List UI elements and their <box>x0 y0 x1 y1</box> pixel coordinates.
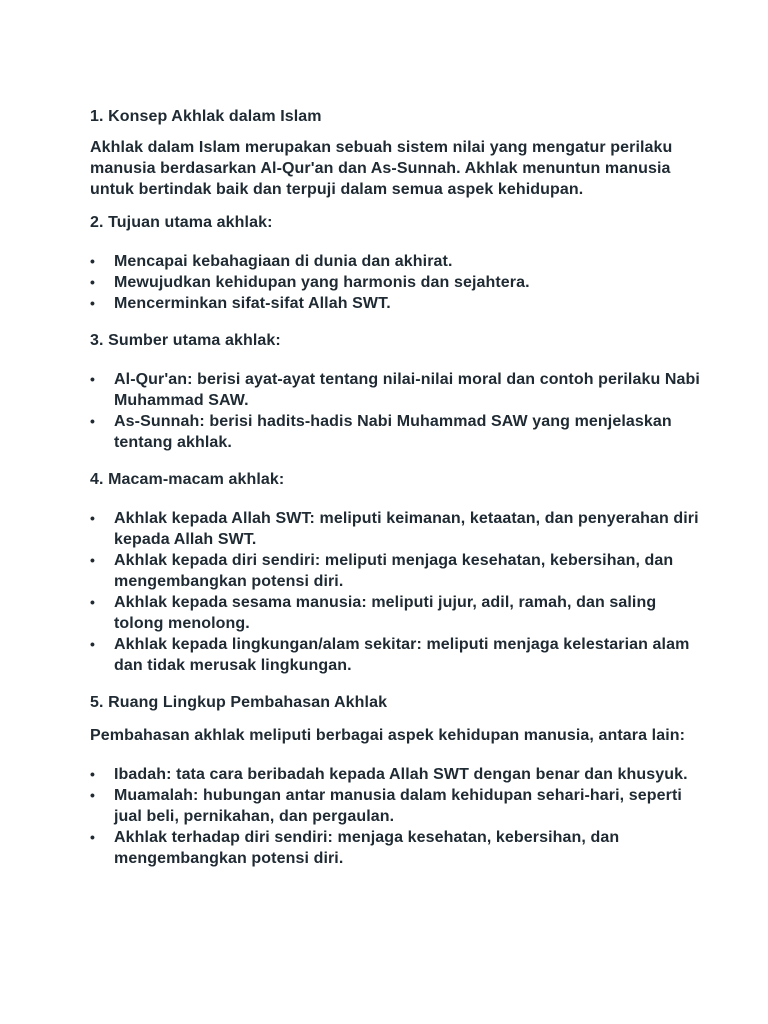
list-item-text: Ibadah: tata cara beribadah kepada Allah SWT dengan benar dan khusyuk. <box>114 766 688 783</box>
list-item-text: Akhlak kepada Allah SWT: meliputi keimanan, ketaatan, dan penyerahan diri kepada Allah SWT. <box>114 510 699 548</box>
section-heading: 3. Sumber utama akhlak: <box>90 332 281 349</box>
list-item <box>90 369 700 411</box>
bullet-icon: • <box>90 371 96 387</box>
document-page <box>90 106 700 869</box>
bullet-icon: • <box>90 274 96 290</box>
bullet-icon: • <box>90 594 96 610</box>
section-paragraph: Akhlak dalam Islam merupakan sebuah sistem nilai yang mengatur perilaku manusia berdasarkan Al-Qur'an dan As-Sunnah. Akhlak menuntun manusia untuk bertindak baik dan terpuji dalam semua aspek kehidupan. <box>90 139 673 198</box>
list-item-text: Akhlak terhadap diri sendiri: menjaga kesehatan, kebersihan, dan mengembangkan potensi diri. <box>114 829 620 867</box>
section-heading: 5. Ruang Lingkup Pembahasan Akhlak <box>90 694 388 711</box>
list-item <box>90 411 700 453</box>
list-item <box>90 634 700 676</box>
list-item-text: Mewujudkan kehidupan yang harmonis dan sejahtera. <box>114 274 530 291</box>
bullet-icon: • <box>90 766 96 782</box>
list-item <box>90 272 700 293</box>
list-item <box>90 764 700 785</box>
bullet-icon: • <box>90 552 96 568</box>
bullet-icon: • <box>90 253 96 269</box>
list-item-text: As-Sunnah: berisi hadits-hadis Nabi Muhammad SAW yang menjelaskan tentang akhlak. <box>114 413 672 451</box>
list-item-text: Al-Qur'an: berisi ayat-ayat tentang nilai-nilai moral dan contoh perilaku Nabi Muhammad SAW. <box>114 371 700 409</box>
bullet-icon: • <box>90 829 96 845</box>
list-item-text: Akhlak kepada sesama manusia: meliputi jujur, adil, ramah, dan saling tolong menolong. <box>114 594 657 632</box>
list-item-text: Mencerminkan sifat-sifat Allah SWT. <box>114 295 391 312</box>
list-item <box>90 508 700 550</box>
list-item <box>90 785 700 827</box>
bullet-list <box>90 508 700 676</box>
list-item-text: Muamalah: hubungan antar manusia dalam kehidupan sehari-hari, seperti jual beli, pernikahan, dan pergaulan. <box>114 787 682 825</box>
bullet-icon: • <box>90 636 96 652</box>
bullet-icon: • <box>90 510 96 526</box>
bullet-list <box>90 251 700 314</box>
list-item <box>90 827 700 869</box>
list-item-text: Mencapai kebahagiaan di dunia dan akhirat. <box>114 253 453 270</box>
list-item <box>90 592 700 634</box>
section-paragraph: Pembahasan akhlak meliputi berbagai aspek kehidupan manusia, antara lain: <box>90 727 686 744</box>
list-item <box>90 550 700 592</box>
bullet-list <box>90 764 700 869</box>
bullet-icon: • <box>90 787 96 803</box>
section-heading: 4. Macam-macam akhlak: <box>90 471 285 488</box>
bullet-list <box>90 369 700 453</box>
section-heading: 1. Konsep Akhlak dalam Islam <box>90 108 322 125</box>
bullet-icon: • <box>90 295 96 311</box>
bullet-icon: • <box>90 413 96 429</box>
list-item-text: Akhlak kepada lingkungan/alam sekitar: meliputi menjaga kelestarian alam dan tidak merusak lingkungan. <box>114 636 690 674</box>
list-item <box>90 251 700 272</box>
section-heading: 2. Tujuan utama akhlak: <box>90 214 273 231</box>
list-item <box>90 293 700 314</box>
list-item-text: Akhlak kepada diri sendiri: meliputi menjaga kesehatan, kebersihan, dan mengembangkan potensi diri. <box>114 552 674 590</box>
